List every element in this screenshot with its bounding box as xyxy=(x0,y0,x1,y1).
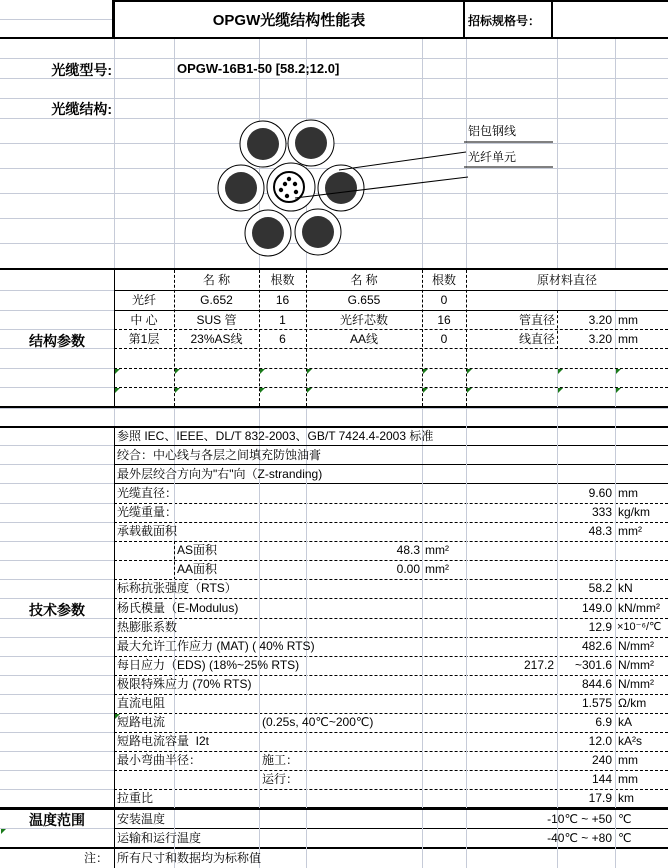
callout-aluminum-clad-steel: 铝包钢线 xyxy=(468,124,517,138)
row-type: 光纤 xyxy=(131,293,156,307)
row-name-1: SUS 管 xyxy=(196,313,237,327)
row-type: 中 心 xyxy=(130,313,158,327)
comment-marker-icon xyxy=(616,369,621,374)
param-label: 光缆重量： xyxy=(117,505,178,519)
comment-marker-icon xyxy=(423,388,428,393)
comment-marker-icon xyxy=(616,388,621,393)
param-value-low: 217.2 xyxy=(523,658,554,672)
param-unit: kN/mm² xyxy=(618,601,660,615)
param-label: 短路电流容量 I2t xyxy=(117,734,210,748)
param-label: 直流电阻 xyxy=(117,696,166,710)
param-label: 最大允许工作应力 (MAT) ( 40% RTS) xyxy=(117,639,315,653)
param-value: 1.575 xyxy=(581,696,612,710)
comment-marker-icon xyxy=(175,369,180,374)
standards-note: 参照 IEC、IEEE、DL/T 832-2003、GB/T 7424.4-2003 标准 xyxy=(117,429,434,443)
comment-marker-icon xyxy=(175,388,180,393)
param-value: 0.00 xyxy=(396,562,420,576)
comment-marker-icon xyxy=(260,388,265,393)
model-value: OPGW-16B1-50 [58.2;12.0] xyxy=(177,61,340,76)
param-condition: (0.25s, 40℃~200℃) xyxy=(262,715,374,729)
row-diameter-unit: mm xyxy=(618,332,638,346)
comment-marker-icon xyxy=(260,369,265,374)
direction-note: 最外层绞合方向为"右"向（Z-stranding) xyxy=(117,467,323,481)
header-count-1: 根数 xyxy=(270,273,295,287)
comment-marker-icon xyxy=(307,369,312,374)
row-name-2: 光纤芯数 xyxy=(339,313,388,327)
tech-params-section-label: 技术参数 xyxy=(29,602,85,618)
param-label: AS面积 xyxy=(177,543,218,557)
footnote-label: 注： xyxy=(83,851,108,865)
comment-marker-icon xyxy=(558,369,563,374)
structure-params-section-label: 结构参数 xyxy=(29,333,85,349)
comment-marker-icon xyxy=(115,388,120,393)
structure-label: 光缆结构: xyxy=(51,101,112,117)
param-value: 48.3 xyxy=(396,543,420,557)
param-value: 12.9 xyxy=(588,620,612,634)
row-name-2: G.655 xyxy=(347,293,381,307)
row-count-1: 1 xyxy=(279,313,286,327)
temp-unit: ℃ xyxy=(618,812,632,826)
param-unit: N/mm² xyxy=(618,639,654,653)
row-diameter-unit: mm xyxy=(618,313,638,327)
param-unit: mm xyxy=(618,753,638,767)
param-unit: N/mm² xyxy=(618,658,654,672)
bid-spec-label: 招标规格号： xyxy=(468,14,541,28)
row-type: 第1层 xyxy=(128,332,160,346)
param-unit: kg/km xyxy=(618,505,651,519)
param-unit: mm xyxy=(618,486,638,500)
param-label: 极限特殊应力 (70% RTS) xyxy=(117,677,252,691)
row-count-1: 6 xyxy=(279,332,286,346)
param-label: 最小弯曲半径： xyxy=(117,753,202,767)
param-value: 17.9 xyxy=(588,791,612,805)
cable-cross-section-diagram xyxy=(200,110,600,270)
param-label: 短路电流 xyxy=(117,715,166,729)
bid-spec-value[interactable] xyxy=(551,0,668,39)
comment-marker-icon xyxy=(115,369,120,374)
param-label: 杨氏模量（E-Modulus) xyxy=(117,601,239,615)
stranding-note: 绞合：中心线与各层之间填充防蚀油膏 xyxy=(117,448,322,462)
header-raw-diameter: 原材料直径 xyxy=(536,273,597,287)
comment-marker-icon xyxy=(467,369,472,374)
param-value: 333 xyxy=(591,505,612,519)
param-unit: mm xyxy=(618,772,638,786)
page-title: OPGW光缆结构性能表 xyxy=(212,12,366,29)
param-sublabel: 施工： xyxy=(262,753,299,767)
header-count-2: 根数 xyxy=(431,273,456,287)
param-unit: kA²s xyxy=(618,734,642,748)
row-count-2: 16 xyxy=(437,313,451,327)
row-diameter-value: 3.20 xyxy=(588,313,612,327)
row-count-2: 0 xyxy=(440,332,448,346)
param-value: 48.3 xyxy=(588,524,612,538)
param-label: 光缆直径： xyxy=(117,486,178,500)
temperature-section-label: 温度范围 xyxy=(29,812,85,828)
param-value: 844.6 xyxy=(581,677,612,691)
param-unit: mm² xyxy=(425,543,449,557)
row-count-2: 0 xyxy=(440,293,448,307)
header-name-1: 名 称 xyxy=(202,273,231,287)
comment-marker-icon xyxy=(558,388,563,393)
row-diameter-label: 线直径 xyxy=(518,332,555,346)
param-label: 拉重比 xyxy=(117,791,154,805)
param-value: ~301.6 xyxy=(574,658,612,672)
param-value: 6.9 xyxy=(595,715,612,729)
param-unit: N/mm² xyxy=(618,677,654,691)
param-unit: kA xyxy=(618,715,633,729)
param-unit: ×10⁻⁶/℃ xyxy=(617,621,662,633)
param-value: 482.6 xyxy=(581,639,612,653)
param-unit: Ω/km xyxy=(618,696,647,710)
comment-marker-icon xyxy=(307,388,312,393)
comment-marker-icon xyxy=(423,369,428,374)
row-count-1: 16 xyxy=(275,293,290,307)
param-unit: mm² xyxy=(618,524,642,538)
row-name-1: 23%AS线 xyxy=(190,332,243,346)
row-diameter-label: 管直径 xyxy=(518,313,555,327)
param-value: 9.60 xyxy=(588,486,612,500)
param-value: 58.2 xyxy=(588,581,612,595)
param-label: 标称抗张强度（RTS） xyxy=(117,581,237,595)
param-label: 热膨胀系数 xyxy=(117,620,178,634)
param-label: AA面积 xyxy=(177,562,218,576)
temp-label: 运输和运行温度 xyxy=(117,831,202,845)
row-name-1: G.652 xyxy=(200,293,233,307)
comment-marker-icon xyxy=(1,829,6,834)
param-value: 12.0 xyxy=(588,734,612,748)
temp-label: 安装温度 xyxy=(117,812,166,826)
header-name-2: 名 称 xyxy=(350,273,378,287)
model-label: 光缆型号: xyxy=(51,62,112,78)
param-value: 144 xyxy=(591,772,612,786)
temp-value: -10℃ ~ +50 xyxy=(547,812,612,826)
temp-value: -40℃ ~ +80 xyxy=(547,831,612,845)
param-value: 240 xyxy=(591,753,612,767)
footnote-text: 所有尺寸和数据均为标称值 xyxy=(117,851,262,865)
row-diameter-value: 3.20 xyxy=(588,332,612,346)
temp-unit: ℃ xyxy=(618,831,632,845)
param-sublabel: 运行： xyxy=(262,772,299,786)
param-label: 每日应力（EDS) (18%~25% RTS) xyxy=(117,658,300,672)
comment-marker-icon xyxy=(467,388,472,393)
param-unit: kN xyxy=(618,581,633,595)
param-unit: mm² xyxy=(425,562,449,576)
row-name-2: AA线 xyxy=(349,332,378,346)
callout-fiber-unit: 光纤单元 xyxy=(468,150,517,164)
param-unit: km xyxy=(618,791,634,805)
param-value: 149.0 xyxy=(581,601,612,615)
param-label: 承载截面积 xyxy=(117,524,178,538)
